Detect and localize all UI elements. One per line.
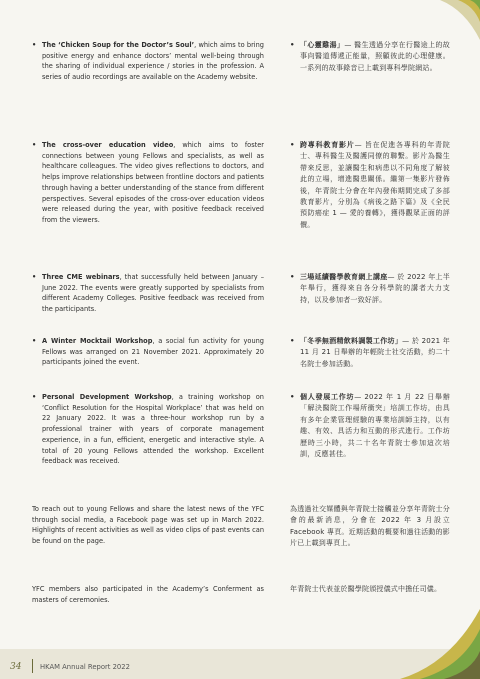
bullet-icon: • <box>290 393 295 401</box>
row-facebook-page <box>32 504 450 564</box>
row-cme-webinars <box>32 272 450 316</box>
en-item <box>32 272 264 316</box>
corner-decoration-bottom <box>400 609 480 679</box>
content-area <box>32 40 450 634</box>
item-title: 三場延續醫學教育網上講座 <box>300 273 388 281</box>
bullet-icon: • <box>32 41 37 49</box>
item-title: A Winter Mocktail Workshop <box>42 337 153 345</box>
item-title: The ‘Chicken Soup for the Doctor’s Soul’ <box>42 41 195 49</box>
item-text: — 於 2022 年上半年舉行，獲得來自各分科學院的講者大力支持，以及參加者一致好評。 <box>300 273 451 304</box>
row-chicken-soup <box>32 40 450 120</box>
item-text: , which aims to bring positive energy and enhance doctors’ mental well-being through the sharing of individual experience / stories in the profession. A series of audio recordings are available on the Academy website. <box>42 41 264 82</box>
item-title: Personal Development Workshop <box>42 393 172 401</box>
item-text: — 旨在促進各專科的年青院士、專科醫生及醫護同僚的聯繫。影片為醫生帶來反思，並讓醫生和病患以不同角度了解彼此的立場，增進醫患關係。繼第一集影片發佈後，年青院士分會在年內發佈期間完成了多部教育影片，分別為《病後之路下篇》及《全民預防癌症 1 — 愛的養轉》，獲得觀眾正面的評價。 <box>300 141 450 229</box>
bullet-icon: • <box>32 337 37 345</box>
item-title: Three CME webinars <box>42 273 120 281</box>
zh-item <box>290 336 450 372</box>
page-number: 34 <box>10 662 22 672</box>
zh-paragraph: 年青院士代表並於醫學院頒授儀式中擔任司儀。 <box>290 585 442 593</box>
bullet-icon: • <box>290 337 295 345</box>
report-title: HKAM Annual Report 2022 <box>40 663 130 671</box>
bullet-icon: • <box>32 273 37 281</box>
en-paragraph: To reach out to young Fellows and share the latest news of the YFC through social media, a Facebook page was set up in March 2022. Highlights of recent activities as well as video clips of past events can be found on the page. <box>32 505 264 546</box>
item-title: The cross-over education video <box>42 141 174 149</box>
en-paragraph: YFC members also participated in the Academy’s Conferment as masters of ceremonies. <box>32 585 264 604</box>
item-title: 「心靈雞湯」 <box>300 41 345 49</box>
row-conferment <box>32 584 450 614</box>
item-title: 個人發展工作坊 <box>300 393 355 401</box>
bullet-icon: • <box>290 141 295 149</box>
item-text: — 2022 年 1 月 22 日舉辦「解決醫院工作場所衝突」培訓工作坊，由具有多年企業管理經驗的專業培訓師主持，以有趣、有效、具活力和互動的形式進行。工作坊歷時三小時，共二十名年青院士參加這次培訓，反應甚佳。 <box>300 393 450 459</box>
item-text: — 於 2021 年 11 月 21 日舉辦的年輕院士社交活動，約二十名院士參加活動。 <box>300 337 450 368</box>
row-mocktail-workshop <box>32 336 450 372</box>
en-item <box>32 336 264 372</box>
bullet-icon: • <box>32 393 37 401</box>
bullet-icon: • <box>290 41 295 49</box>
item-text: , a social fun activity for young Fellows was arranged on 21 November 2021. Approximately 20 participants joined the event. <box>42 337 264 367</box>
zh-paragraph: 為透過社交媒體與年青院士接觸並分享年青院士分會的最新消息，分會在 2022 年 3 月設立 Facebook 專頁。近期活動的概要和過往活動的影片已上載到專頁上。 <box>290 505 450 548</box>
bullet-icon: • <box>290 273 295 281</box>
item-text: , that successfully held between January – June 2022. The events were greatly supported by specialists from different Academy Colleges. Positive feedback was received from the participants. <box>42 273 265 314</box>
footer-divider <box>32 659 33 673</box>
zh-item <box>290 392 450 484</box>
en-item <box>32 40 264 120</box>
item-title: 「冬季無酒精飲料調製工作坊」 <box>300 337 403 345</box>
item-text: — 醫生透過分享在行醫途上的故事向醫道傳遞正能量，照顧彼此的心理健康。一系列的故事錄音已上載到專科學院網站。 <box>300 41 450 72</box>
zh-item <box>290 272 450 316</box>
item-title: 跨專科教育影片 <box>300 141 355 149</box>
row-personal-development <box>32 392 450 484</box>
item-text: , a training workshop on ‘Conflict Resolution for the Hospital Workplace’ that was held on 22 January 2022. It was a three-hour workshop run by a professional trainer with years of corporate management experience, in a fun, efficient, energetic and interactive style. A total of 20 young Fellows attended the workshop. Excellent feedback was received. <box>42 393 264 466</box>
zh-item <box>290 140 450 252</box>
item-text: , which aims to foster connections between young Fellows and specialists, as well as healthcare colleagues. The video gives reflections to doctors, and helps improve relationships between frontline doctors and patients through having a better understanding of the stance from different perspectives. Several episodes of the cross-over education videos were released during the year, with positive feedback received from the viewers. <box>42 141 264 224</box>
zh-item <box>290 40 450 120</box>
en-item <box>32 392 264 484</box>
row-crossover-video <box>32 140 450 252</box>
bullet-icon: • <box>32 141 37 149</box>
en-item <box>32 140 264 252</box>
